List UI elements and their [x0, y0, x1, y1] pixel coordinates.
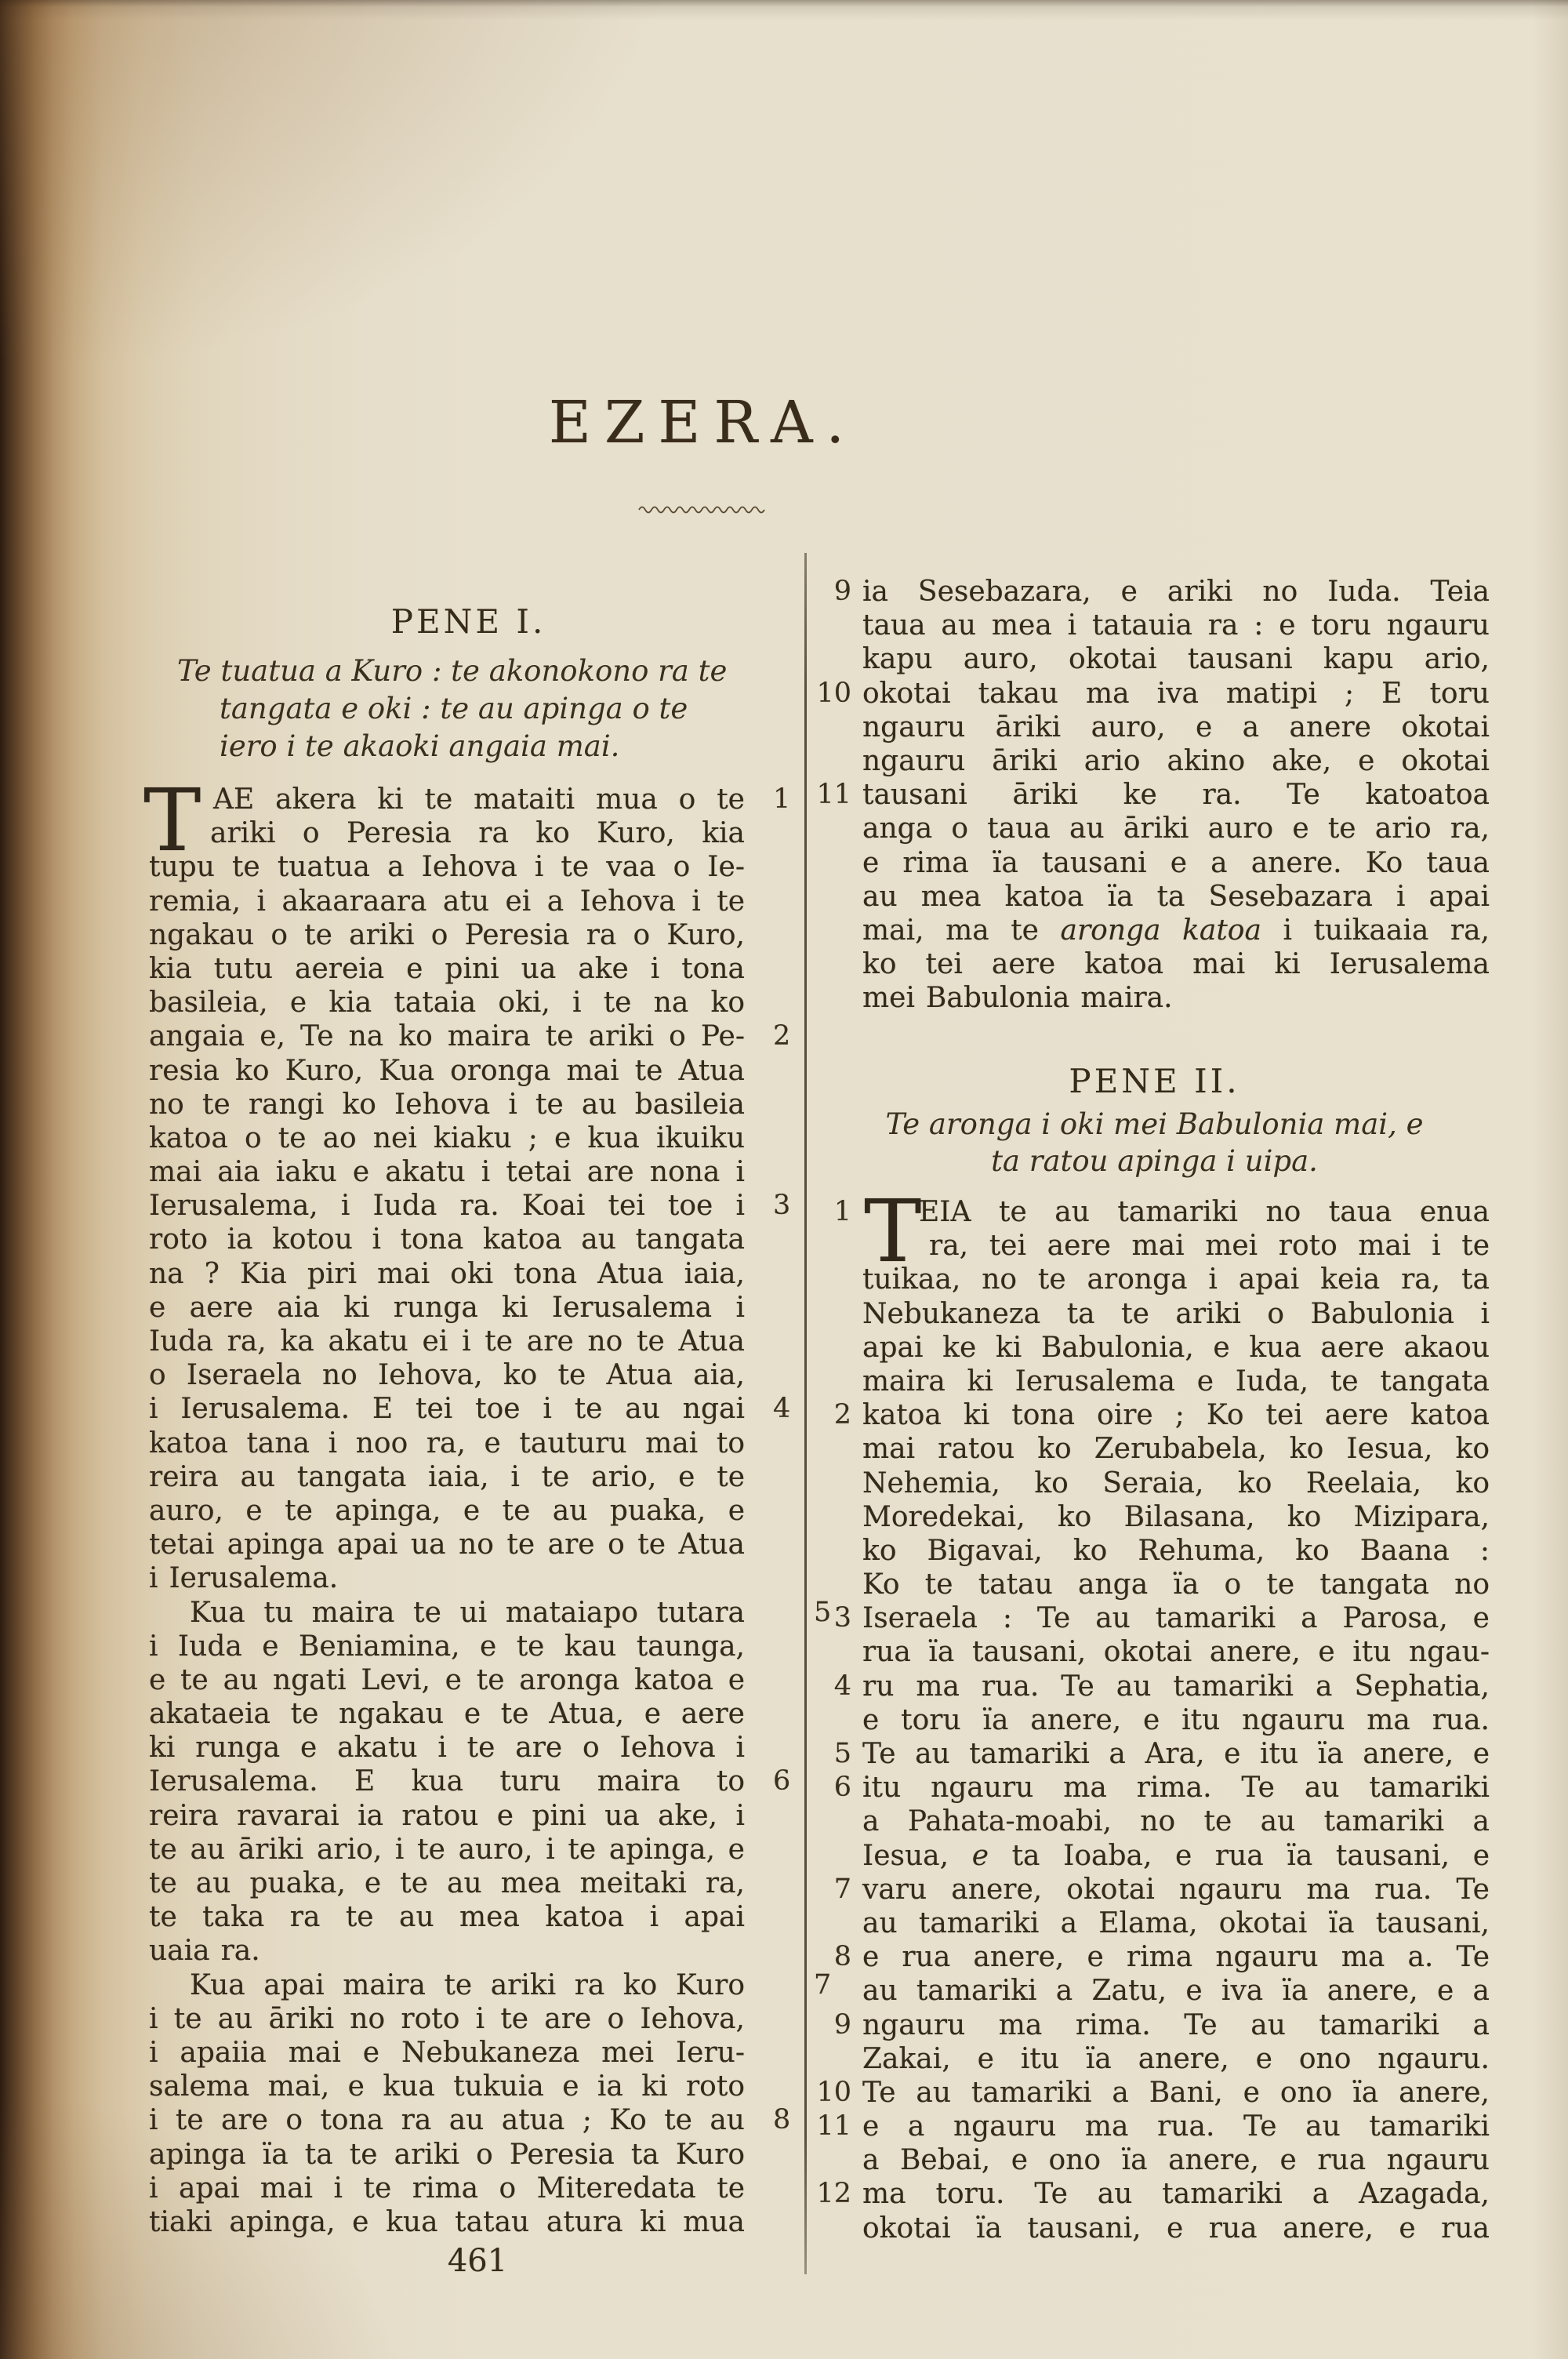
- verse-number: 8: [773, 2104, 791, 2136]
- text-line: [862, 711, 1490, 744]
- text-line: [149, 1561, 745, 1595]
- line-text: ngauru āriki ario akino ake, e okotai: [862, 744, 1490, 777]
- line-text: ngauru āriki auro, e a anere okotai: [862, 711, 1490, 743]
- line-text: Ko te tatau anga ïa o te tangata no: [862, 1568, 1490, 1601]
- text-line: [833, 2008, 1490, 2042]
- verse-number: 2: [833, 1399, 851, 1431]
- column-divider-rule: [804, 553, 807, 2274]
- text-line: [149, 1765, 791, 1798]
- text-line: [149, 1121, 745, 1155]
- text-line: [833, 1670, 1490, 1703]
- line-text: uaia ra.: [149, 1935, 260, 1968]
- chapter-heading-pene-2: PENE II.: [1069, 1062, 1240, 1100]
- text-line: [149, 783, 791, 816]
- text-line: [149, 1968, 832, 2002]
- text-line: [862, 1568, 1490, 1601]
- verse-number: 5: [814, 1596, 832, 1628]
- line-text: ko Bigavai, ko Rehuma, ko Baana :: [862, 1534, 1490, 1567]
- line-text: e rima ïa tausani e a anere. Ko taua: [862, 846, 1490, 879]
- chapter-1-summary: [149, 652, 788, 765]
- line-text: tupu te tuatua a Iehova i te vaa o Ie-: [149, 851, 745, 884]
- line-text: mai ratou ko Zerubabela, ko Iesua, ko: [862, 1433, 1490, 1466]
- line-text: Iseraela : Te au tamariki a Parosa, e: [862, 1602, 1490, 1635]
- line-text: reira ravarai ia ratou e pini ua ake, i: [149, 1799, 745, 1832]
- text-line: [149, 1630, 745, 1663]
- verse-number: 2: [773, 1020, 791, 1052]
- line-text: EIA te au tamariki no taua enua: [919, 1196, 1490, 1228]
- text-line: [149, 1663, 745, 1697]
- line-text: i apai mai i te rima o Miteredata te: [149, 2172, 745, 2205]
- line-text: kapu auro, okotai tausani kapu ario,: [862, 643, 1490, 676]
- text-line: [833, 1195, 1490, 1229]
- line-text: taua au mea i tatauia ra : e toru ngauru: [862, 609, 1490, 642]
- line-text: Zakai, e itu ïa anere, e ono ngauru.: [862, 2042, 1490, 2075]
- text-line: [862, 914, 1490, 947]
- text-line: [862, 1229, 1490, 1263]
- text-line: [862, 2212, 1490, 2245]
- line-text: anga o taua au āriki auro e te ario ra,: [862, 812, 1490, 845]
- text-line: [862, 609, 1490, 642]
- drop-cap-letter: T: [864, 1181, 922, 1281]
- verse-number: 8: [833, 1941, 851, 1973]
- text-line: [862, 1839, 1490, 1873]
- text-line: [149, 1392, 791, 1426]
- line-text: apinga ïa ta te ariki o Peresia ta Kuro: [149, 2138, 745, 2171]
- verse-number: 11: [816, 2110, 851, 2143]
- line-text: tausani āriki ke ra. Te katoatoa: [862, 779, 1490, 812]
- line-text: e a ngauru ma rua. Te au tamariki: [862, 2110, 1490, 2143]
- line-text: angaia e, Te na ko maira te ariki o Pe-: [149, 1020, 745, 1053]
- text-line: [862, 1906, 1490, 1940]
- text-line: [862, 1297, 1490, 1331]
- text-line: [862, 1331, 1490, 1365]
- text-line: [149, 1528, 745, 1561]
- text-line: [816, 2076, 1490, 2110]
- line-text: reira au tangata iaia, i te ario, e te: [149, 1460, 745, 1493]
- verse-number: 10: [816, 677, 851, 709]
- summary-line: tangata e oki : te au apinga o te: [220, 692, 688, 725]
- line-text: maira ki Ierusalema e Iuda, te tangata: [862, 1365, 1490, 1398]
- text-line: [149, 2205, 745, 2239]
- right-column-text-chapter-2: [816, 1181, 1490, 2245]
- text-line: [862, 1974, 1490, 2008]
- text-line: [149, 1325, 745, 1358]
- summary-line: Te aronga i oki mei Babulonia mai, e: [885, 1107, 1424, 1141]
- line-text: i Iuda e Beniamina, e te kau taunga,: [149, 1630, 745, 1663]
- text-line: [862, 1500, 1490, 1534]
- verse-number: 7: [814, 1968, 832, 2001]
- line-text: i te au āriki no roto i te are o Iehova,: [149, 2002, 745, 2035]
- line-text: apai ke ki Babulonia, e kua aere akaou: [862, 1331, 1490, 1364]
- verse-number: 9: [833, 2008, 851, 2041]
- text-line: [149, 2103, 791, 2137]
- line-text: mei Babulonia maira.: [862, 982, 1173, 1015]
- line-text: Iesua, e ta Ioaba, e rua ïa tausani, e: [862, 1839, 1490, 1872]
- verse-number: 4: [773, 1393, 791, 1425]
- text-line: [833, 1771, 1490, 1805]
- line-text: te au puaka, e te au mea meitaki ra,: [149, 1867, 745, 1899]
- text-line: [862, 947, 1490, 981]
- drop-cap-letter: T: [143, 770, 201, 871]
- text-line: [149, 1697, 745, 1731]
- text-line: [862, 846, 1490, 880]
- line-text: na ? Kia piri mai oki tona Atua iaia,: [149, 1257, 745, 1290]
- line-text: ma toru. Te au tamariki a Azagada,: [862, 2178, 1490, 2211]
- line-text: varu anere, okotai ngauru ma rua. Te: [862, 1873, 1490, 1906]
- line-text: au mea katoa ïa ta Sesebazara i apai: [862, 880, 1490, 913]
- text-line: [862, 880, 1490, 914]
- text-line: [833, 1398, 1490, 1432]
- text-line: [149, 1189, 791, 1223]
- text-line: [149, 1257, 745, 1291]
- line-text: e te au ngati Levi, e te aronga katoa e: [149, 1663, 745, 1696]
- line-text: ko tei aere katoa mai ki Ierusalema: [862, 948, 1490, 981]
- verse-number: 9: [833, 576, 851, 607]
- line-text: AE akera ki te mataiti mua o te: [213, 783, 745, 816]
- line-text: tetai apinga apai ua no te are o te Atua: [149, 1528, 745, 1561]
- line-text: te au āriki ario, i te auro, i te apinga, e: [149, 1833, 745, 1866]
- verse-number: 6: [833, 1772, 851, 1804]
- text-line: [862, 1365, 1490, 1398]
- text-line: [149, 2172, 745, 2205]
- text-line: [149, 952, 745, 986]
- line-text: a Pahata-moabi, no te au tamariki a: [862, 1805, 1490, 1838]
- text-line: [862, 1263, 1490, 1296]
- verse-number: 6: [773, 1765, 791, 1797]
- line-text: resia ko Kuro, Kua oronga mai te Atua: [149, 1054, 745, 1087]
- book-title: EZERA.: [548, 389, 858, 456]
- summary-line: Te tuatua a Kuro : te akonokono ra te: [177, 654, 728, 688]
- text-line: [816, 778, 1490, 812]
- line-text: Kua apai maira te ariki ra ko Kuro: [190, 1968, 745, 2001]
- text-line: [862, 1534, 1490, 1568]
- verse-number: 10: [816, 2076, 851, 2108]
- line-text: au tamariki a Elama, okotai ïa tausani,: [862, 1906, 1490, 1939]
- line-text: salema mai, e kua tukuia e ia ki roto: [149, 2070, 745, 2103]
- text-line: [862, 2042, 1490, 2076]
- text-line: [816, 677, 1490, 711]
- line-text: Te au tamariki a Bani, e ono ïa anere,: [862, 2076, 1490, 2109]
- line-text: Iuda ra, ka akatu ei i te are no te Atua: [149, 1325, 745, 1358]
- text-line: [149, 1223, 745, 1256]
- line-text: tuikaa, no te aronga i apai keia ra, ta: [862, 1263, 1490, 1296]
- squiggle-divider: [637, 503, 771, 514]
- text-line: [862, 1467, 1490, 1500]
- text-line: [149, 1088, 745, 1121]
- verse-number: 3: [833, 1602, 851, 1634]
- left-column-text: [143, 770, 832, 2239]
- line-text: katoa tana i noo ra, e tauturu mai to: [149, 1427, 745, 1459]
- line-text: au tamariki a Zatu, e iva ïa anere, e a: [862, 1975, 1490, 2008]
- line-text: katoa ki tona oire ; Ko tei aere katoa: [862, 1399, 1490, 1432]
- line-text: e rua anere, e rima ngauru ma a. Te: [862, 1941, 1490, 1974]
- line-text: rua ïa tausani, okotai anere, e itu ngau-: [862, 1636, 1490, 1669]
- text-line: [833, 1940, 1490, 1974]
- text-line: [149, 850, 745, 884]
- line-text: tiaki apinga, e kua tatau atura ki mua: [149, 2205, 745, 2238]
- page-number: 461: [447, 2243, 508, 2279]
- text-line: [816, 2177, 1490, 2211]
- right-column-text-chapter-1: [816, 575, 1490, 1015]
- text-line: [149, 1291, 745, 1325]
- line-text: Ierusalema, i Iuda ra. Koai tei toe i: [149, 1190, 745, 1223]
- line-text: auro, e te apinga, e te au puaka, e: [149, 1494, 745, 1527]
- verse-number: 7: [833, 1873, 851, 1905]
- text-line: [149, 1731, 745, 1765]
- line-text: e toru ïa anere, e itu ngauru ma rua.: [862, 1703, 1490, 1736]
- text-line: [149, 1494, 745, 1528]
- text-line: [149, 1900, 745, 1934]
- text-line: [149, 885, 745, 918]
- line-text: Ierusalema. E kua turu maira to: [149, 1765, 745, 1798]
- line-text: a Bebai, e ono ïa anere, e rua ngauru: [862, 2144, 1490, 2177]
- line-text: okotai ïa tausani, e rua anere, e rua: [862, 2212, 1490, 2245]
- text-line: [862, 981, 1490, 1015]
- line-text: i apaiia mai e Nebukaneza mei Ieru-: [149, 2036, 745, 2069]
- line-text: ru ma rua. Te au tamariki a Sephatia,: [862, 1670, 1490, 1703]
- text-line: [149, 1020, 791, 1053]
- text-line: [862, 1635, 1490, 1669]
- text-line: [862, 744, 1490, 778]
- line-text: ra, tei aere mai mei roto mai i te: [929, 1230, 1490, 1263]
- text-line: [833, 1873, 1490, 1906]
- text-line: [149, 1155, 745, 1189]
- text-line: [862, 812, 1490, 845]
- line-text: e aere aia ki runga ki Ierusalema i: [149, 1291, 745, 1324]
- text-line: [149, 2138, 745, 2172]
- line-text: i Ierusalema.: [149, 1562, 339, 1595]
- line-text: roto ia kotou i tona katoa au tangata: [149, 1223, 745, 1256]
- line-text: okotai takau ma iva matipi ; E toru: [862, 677, 1490, 710]
- line-text: Moredekai, ko Bilasana, ko Mizipara,: [862, 1500, 1490, 1533]
- line-text: ariki o Peresia ra ko Kuro, kia: [210, 817, 745, 850]
- text-line: [149, 2070, 745, 2103]
- text-line: [862, 1432, 1490, 1466]
- line-text: remia, i akaaraara atu ei a Iehova i te: [149, 885, 745, 918]
- line-text: Nehemia, ko Seraia, ko Reelaia, ko: [862, 1467, 1490, 1499]
- text-line: [149, 1866, 745, 1900]
- text-line: [149, 1833, 745, 1866]
- line-text: ngauru ma rima. Te au tamariki a: [862, 2008, 1490, 2041]
- text-line: [149, 1427, 745, 1460]
- line-text: ngakau o te ariki o Peresia ra o Kuro,: [149, 918, 745, 951]
- line-text: basileia, e kia tataia oki, i te na ko: [149, 987, 745, 1020]
- line-text: Kua tu maira te ui mataiapo tutara: [190, 1596, 745, 1629]
- text-line: [149, 1934, 745, 1968]
- line-text: katoa o te ao nei kiaku ; e kua ikuiku: [149, 1121, 745, 1154]
- verse-number: 5: [833, 1738, 851, 1769]
- line-text: mai, ma te aronga katoa i tuikaaia ra,: [862, 914, 1490, 947]
- text-line: [833, 1737, 1490, 1771]
- line-text: te taka ra te au mea katoa i apai: [149, 1901, 745, 1934]
- line-text: i te are o tona ra au atua ; Ko te au: [149, 2104, 745, 2137]
- verse-number: 1: [833, 1196, 851, 1227]
- line-text: Te au tamariki a Ara, e itu ïa anere, e: [862, 1738, 1490, 1770]
- verse-number: 4: [833, 1670, 851, 1702]
- text-line: [149, 2002, 745, 2036]
- line-text: o Iseraela no Iehova, ko te Atua aia,: [149, 1359, 745, 1392]
- text-line: [149, 1358, 745, 1392]
- text-line: [149, 816, 745, 850]
- summary-line: ta ratou apinga i uipa.: [991, 1144, 1318, 1178]
- summary-line: iero i te akaoki angaia mai.: [220, 729, 620, 763]
- line-text: i Ierusalema. E tei toe i te au ngai: [149, 1393, 745, 1426]
- text-line: [149, 1054, 745, 1088]
- text-line: [833, 1601, 1490, 1635]
- verse-number: 3: [773, 1190, 791, 1222]
- line-text: ia Sesebazara, e ariki no Iuda. Teia: [862, 576, 1490, 608]
- line-text: Nebukaneza ta te ariki o Babulonia i: [862, 1297, 1490, 1330]
- text-line: [149, 1799, 745, 1833]
- line-text: kia tutu aereia e pini ua ake i tona: [149, 952, 745, 985]
- text-line: [149, 986, 745, 1020]
- text-line: [862, 1703, 1490, 1737]
- verse-number: 1: [773, 783, 791, 815]
- line-text: ki runga e akatu i te are o Iehova i: [149, 1732, 745, 1765]
- line-text: no te rangi ko Iehova i te au basileia: [149, 1088, 745, 1121]
- text-line: [149, 1596, 832, 1630]
- text-line: [149, 918, 745, 952]
- text-line: [833, 575, 1490, 609]
- verse-number: 11: [816, 779, 851, 811]
- chapter-2-summary: [815, 1106, 1494, 1180]
- text-line: [862, 642, 1490, 676]
- line-text: akataeia te ngakau e te Atua, e aere: [149, 1698, 745, 1731]
- text-line: [862, 2143, 1490, 2177]
- text-line: [816, 2110, 1490, 2143]
- line-text: itu ngauru ma rima. Te au tamariki: [862, 1772, 1490, 1805]
- verse-number: 12: [816, 2178, 851, 2210]
- text-line: [149, 1460, 745, 1494]
- line-text: mai aia iaku e akatu i tetai are nona i: [149, 1156, 745, 1189]
- text-line: [862, 1805, 1490, 1838]
- chapter-heading-pene-1: PENE I.: [390, 602, 546, 641]
- text-line: [149, 2036, 745, 2070]
